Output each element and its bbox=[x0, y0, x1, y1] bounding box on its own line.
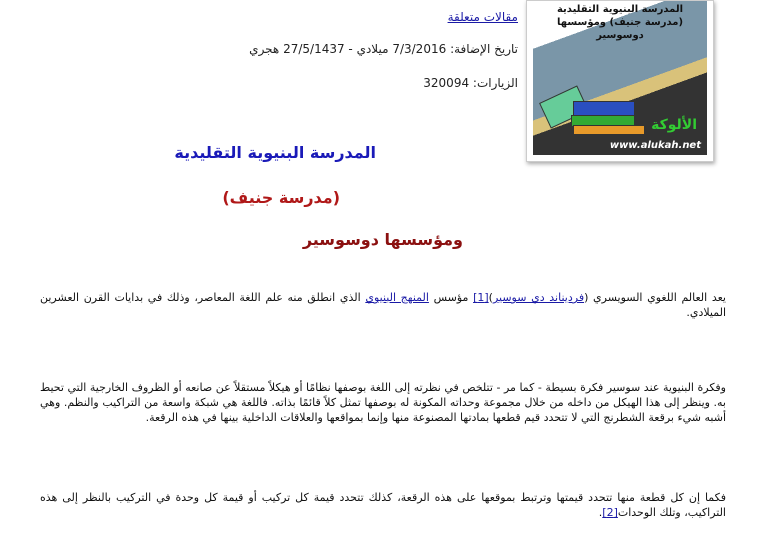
p1-text-d: الذي انطلق منه علم اللغة المعاصر، وذلك في بدايات القرن العشرين الميلادي. bbox=[40, 291, 726, 319]
thumbnail-url: www.alukah.net bbox=[609, 140, 701, 151]
visits bbox=[423, 76, 518, 90]
thumbnail-image bbox=[533, 1, 707, 155]
article-title: المدرسة البنيوية التقليدية bbox=[174, 143, 376, 162]
article-subtitle-2: ومؤسسها دوسوسير bbox=[302, 230, 463, 249]
date-added bbox=[249, 42, 518, 56]
date-value: 7/3/2016 ميلادي - 27/5/1437 هجري bbox=[249, 42, 447, 56]
footnote-1-link[interactable]: [1] bbox=[473, 291, 489, 304]
related-articles-link[interactable]: مقالات متعلقة bbox=[447, 10, 518, 24]
paragraph-3 bbox=[40, 490, 726, 520]
visits-label: الزيارات: bbox=[472, 76, 518, 90]
p3-text: فكما إن كل قطعة منها تتحدد قيمتها وترتبط بموقعها على هذه الرقعة، كذلك تتحدد قيمة كل تركيب أو قيمة كل وحدة في التركيب بالنظر إلى هذه التراكيب، وتلك الوحدات bbox=[40, 491, 726, 519]
p1-text-c: مؤسس bbox=[428, 291, 474, 304]
thumbnail-title-line2: (مدرسة جنيف) ومؤسسها دوسوسير bbox=[556, 17, 684, 41]
article-thumbnail[interactable] bbox=[526, 0, 714, 162]
footnote-2-link[interactable]: [2] bbox=[602, 506, 618, 519]
alukah-logo: الألوكة bbox=[651, 117, 697, 133]
thumbnail-title bbox=[533, 3, 707, 42]
related-articles-row bbox=[448, 10, 518, 24]
date-label: تاريخ الإضافة: bbox=[450, 42, 518, 56]
p1-text-a: يعد العالم اللغوي السويسري ( bbox=[584, 291, 726, 304]
thumbnail-title-line1: المدرسة البنيوية التقليدية bbox=[556, 4, 684, 15]
saussure-link[interactable]: فرديناند دي سوسير bbox=[492, 291, 585, 304]
article-subtitle: (مدرسة جنيف) bbox=[222, 188, 340, 207]
structural-method-link[interactable]: المنهج البنيوي bbox=[365, 291, 429, 304]
paragraph-2: وفكرة البنيوية عند سوسير فكرة بسيطة - كما مر - تتلخص في نظرته إلى اللغة بوصفها نظامًا أو هيكلاً مستقلاً عن صانعه أو الظروف الخارجية التي تحيط به. وينظر إلى هذا الهيكل من داخله من خلال مجموعة وحداته المكونة له بوصفها تمثل كلاً قائمًا بذاته. فاللغة هي شبكة واسعة من التراكيب والنظم. وهي أشبه شيء برقعة الشطرنج التي لا تتحدد قيم قطعها بمادتها المصنوعة منها وإنما بمواقعها والعلاقات الداخلية بينها في هذه الرقعة. bbox=[40, 381, 726, 424]
book-orange bbox=[573, 125, 645, 135]
visits-value: 320094 bbox=[423, 76, 470, 90]
paragraph-1 bbox=[40, 290, 726, 320]
p3-end: . bbox=[598, 506, 603, 519]
p1-text-b: ) bbox=[488, 291, 493, 304]
